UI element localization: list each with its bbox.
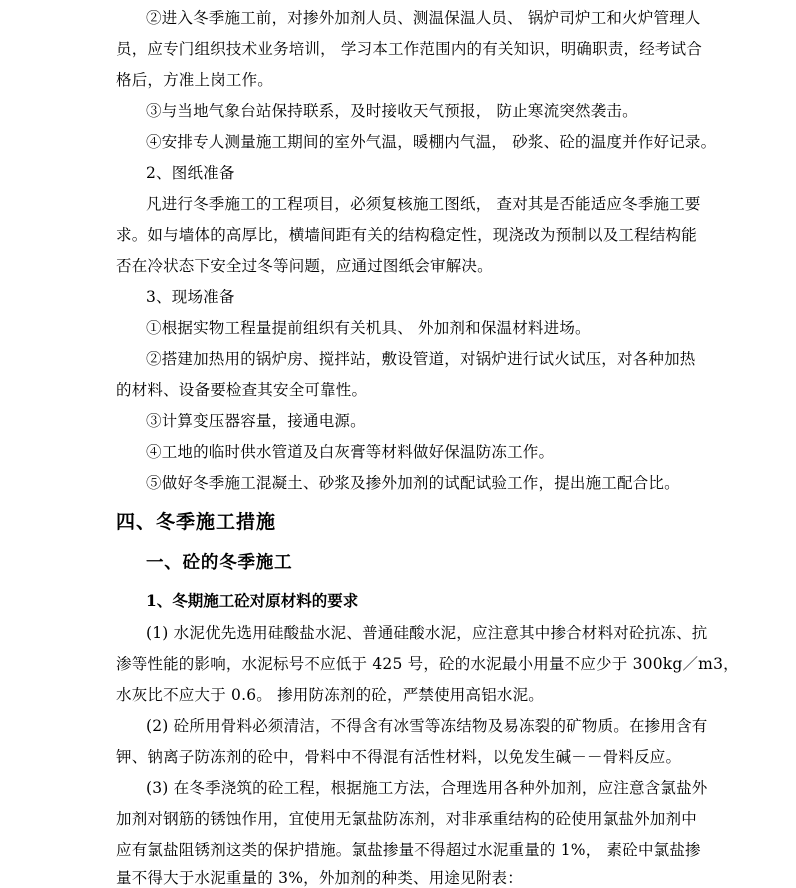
item-heading: 1、冬期施工砼对原材料的要求 (146, 591, 359, 610)
text-line: (2) 砼所用骨料必须清洁，不得含有冰雪等冻结物及易冻裂的矿物质。在掺用含有 (146, 717, 708, 735)
text-line: ③计算变压器容量，接通电源。 (146, 412, 366, 430)
text-line: ①根据实物工程量提前组织有关机具、 外加剂和保温材料进场。 (146, 319, 591, 337)
section-heading: 四、冬季施工措施 (116, 511, 277, 533)
text-line: 渗等性能的影响，水泥标号不应低于 425 号，砼的水泥最小用量不应少于 300kg／m3， (116, 655, 739, 673)
text-line: 凡进行冬季施工的工程项目，必须复核施工图纸， 查对其是否能适应冬季施工要 (146, 195, 701, 213)
text-line: 格后，方准上岗工作。 (116, 71, 274, 89)
text-line: 钾、钠离子防冻剂的砼中，骨料中不得混有活性材料，以免发生碱－－骨料反应。 (116, 748, 682, 766)
subsection-heading: 2、图纸准备 (146, 164, 235, 182)
text-line: 应有氯盐阻锈剂这类的保护措施。氯盐掺量不得超过水泥重量的 1%， 素砼中氯盐掺 (116, 841, 701, 859)
text-line: 否在冷状态下安全过冬等问题，应通过图纸会审解决。 (116, 257, 493, 275)
text-line: (1) 水泥优先选用硅酸盐水泥、普通硅酸水泥，应注意其中掺合材料对砼抗冻、抗 (146, 624, 708, 642)
text-line: 员，应专门组织技术业务培训， 学习本工作范围内的有关知识，明确职责，经考试合 (116, 40, 703, 58)
text-line: 求。如与墙体的高厚比，横墙间距有关的结构稳定性，现浇改为预制以及工程结构能 (116, 226, 697, 244)
subsection-heading: 3、现场准备 (146, 288, 235, 306)
text-line: ④工地的临时供水管道及白灰膏等材料做好保温防冻工作。 (146, 443, 555, 461)
text-line: ⑤做好冬季施工混凝土、砂浆及掺外加剂的试配试验工作，提出施工配合比。 (146, 474, 680, 492)
section-subheading: 一、砼的冬季施工 (146, 553, 293, 573)
text-line: 水灰比不应大于 0.6。 掺用防冻剂的砼，严禁使用高铝水泥。 (116, 686, 545, 704)
text-line: (3) 在冬季浇筑的砼工程，根据施工方法，合理选用各种外加剂，应注意含氯盐外 (146, 779, 708, 797)
text-line: ③与当地气象台站保持联系，及时接收天气预报， 防止寒流突然袭击。 (146, 102, 638, 120)
text-line: 量不得大于水泥重量的 3%，外加剂的种类、用途见附表： (116, 869, 523, 887)
text-line: ②搭建加热用的锅炉房、搅拌站，敷设管道，对锅炉进行试火试压，对各种加热 (146, 350, 696, 368)
text-line: 加剂对钢筋的锈蚀作用，宜使用无氯盐防冻剂，对非承重结构的砼使用氯盐外加剂中 (116, 810, 697, 828)
text-line: ④安排专人测量施工期间的室外气温，暖棚内气温， 砂浆、砼的温度并作好记录。 (146, 133, 717, 151)
text-line: 的材料、设备要检查其安全可靠性。 (116, 381, 368, 399)
text-line: ②进入冬季施工前，对掺外加剂人员、测温保温人员、 锅炉司炉工和火炉管理人 (146, 9, 701, 27)
